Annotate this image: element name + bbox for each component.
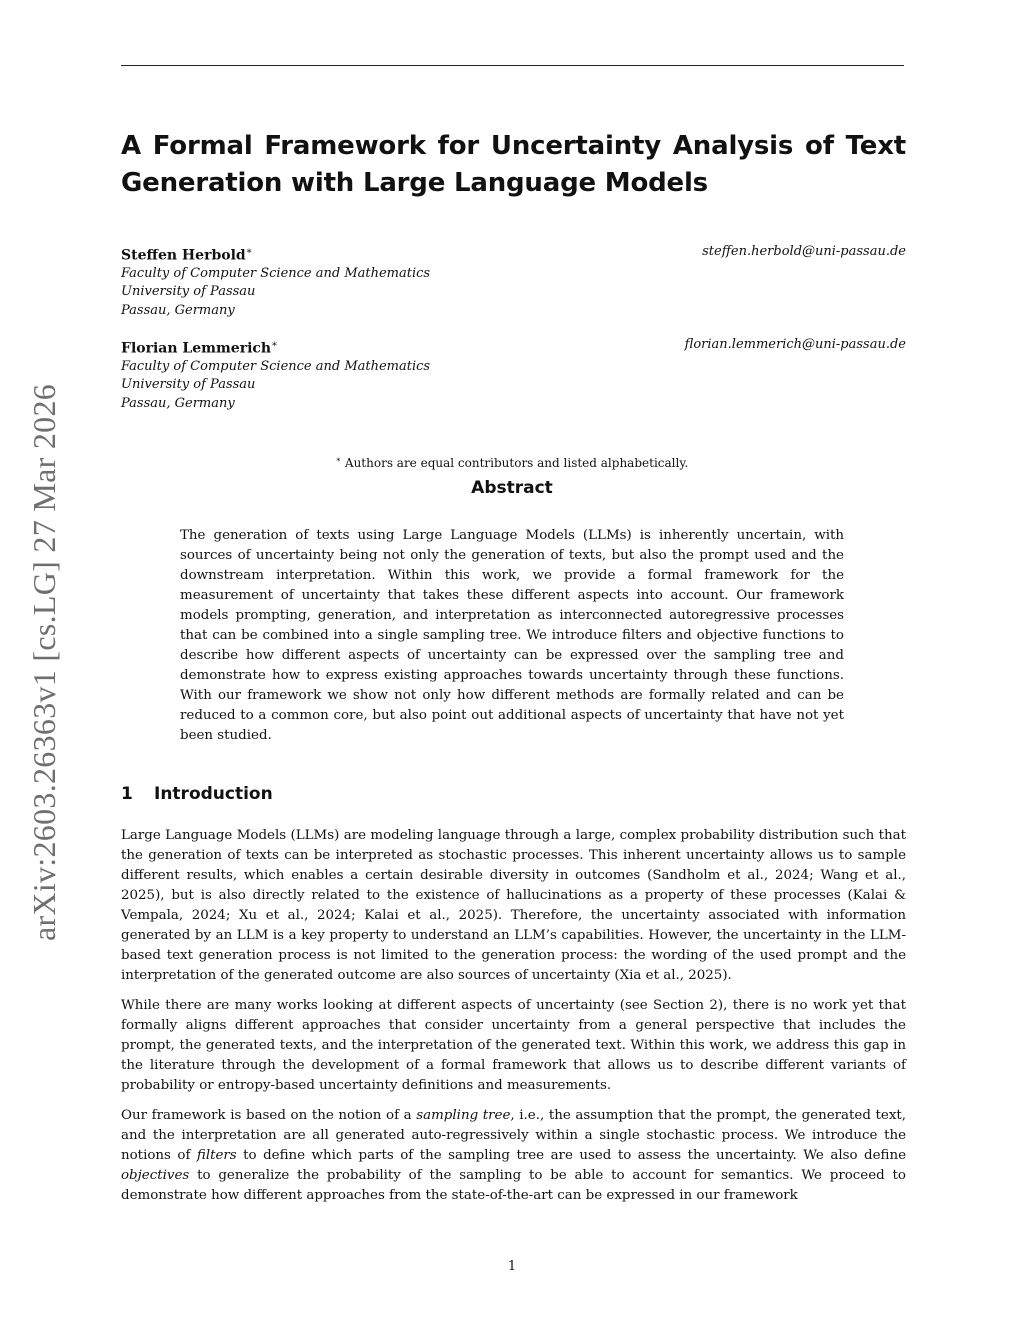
abstract-text: The generation of texts using Large Language Models (LLMs) is inherently uncertain, with sources of uncertainty being not only the generation of texts, but also the prompt used and the downstream interpretation. Within this work, we provide a formal framework for the measurement of uncertainty that takes these different aspects into account. Our framework models prompting, generation, and interpretation as interconnected autoregressive processes that can be combined into a single sampling tree. We introduce filters and objective functions to describe how different aspects of uncertainty can be expressed over the sampling tree and demonstrate how to express existing approaches towards uncertainty through these functions. With our framework we show not only how different methods are formally related and can be reduced to a common core, but also point out additional aspects of uncertainty that have not yet been studied. [180, 528, 844, 743]
author-block [121, 336, 906, 413]
author-name: Steffen Herbold [121, 247, 246, 264]
author-block [121, 243, 906, 320]
footnote-marker: ∗ [335, 455, 342, 464]
section-heading [121, 782, 273, 806]
page-number: 1 [507, 1259, 517, 1274]
arxiv-identifier[interactable]: arXiv:2603.26363v1 [cs.LG] 27 Mar 2026 [26, 383, 63, 941]
author-university: University of Passau [121, 377, 256, 393]
author-marker: ∗ [245, 246, 253, 257]
paragraph-text: to generalize the probability of the sampling to be able to account for semantics. We proceed to demonstrate how different approaches from the state-of-the-art can be expressed in our framework [121, 1168, 906, 1203]
section-number: 1 [121, 784, 133, 804]
author-marker: ∗ [271, 339, 278, 350]
author-email[interactable]: florian.lemmerich@uni-passau.de [684, 337, 906, 352]
author-university: University of Passau [121, 284, 256, 300]
paragraph [121, 1106, 906, 1206]
paragraph: While there are many works looking at different aspects of uncertainty (see Section 2), there is no work yet that formally aligns different approaches that consider uncertainty from a general perspective that includes the prompt, the generated texts, and the interpretation of the generated text. Within this work, we address this gap in the literature through the development of a formal framework that allows us to describe different variants of probability or entropy-based uncertainty definitions and measurements. [121, 998, 906, 1093]
term-objectives: objectives [121, 1168, 190, 1183]
paragraph-text: Our framework is based on the notion of a [121, 1108, 417, 1123]
author-location: Passau, Germany [121, 302, 235, 318]
paragraph-text: , i.e., the assumption that the prompt, the generated text, and the interpretation are all generated auto-regressively within a single stochastic process. We introduce the notions of [121, 1108, 907, 1163]
paragraph: Large Language Models (LLMs) are modeling language through a large, complex probability distribution such that the generation of texts can be interpreted as stochastic processes. This inherent uncertainty allows us to sample different results, which enables a certain desirable diversity in outcomes (Sandholm et al., 2024; Wang et al., 2025), but is also directly related to the existence of hallucinations as a property of these processes (Kalai & Vempala, 2024; Xu et al., 2024; Kalai et al., 2025). Therefore, the uncertainty associated with information generated by an LLM is a key property to understand an LLM’s capabilities. However, the uncertainty in the LLM-based text generation process is not limited to the generation process: the wording of the used prompt and the interpretation of the generated outcome are also sources of uncertainty (Xia et al., 2025). [121, 828, 906, 983]
term-filters: filters [196, 1148, 237, 1163]
paper-title: A Formal Framework for Uncertainty Analysis of Text Generation with Large Language Models [121, 131, 906, 198]
top-rule [121, 65, 904, 66]
footnote-text: Authors are equal contributors and listed alphabetically. [341, 456, 689, 470]
section-title: Introduction [154, 784, 273, 804]
author-location: Passau, Germany [121, 395, 235, 411]
term-sampling-tree: sampling tree [416, 1108, 511, 1123]
paragraph-text: to define which parts of the sampling tree are used to assess the uncertainty. We also define [236, 1148, 906, 1163]
author-email[interactable]: steffen.herbold@uni-passau.de [702, 244, 906, 259]
author-footnote [0, 452, 1024, 471]
author-name: Florian Lemmerich [121, 340, 272, 357]
introduction-body [121, 826, 906, 1216]
author-faculty: Faculty of Computer Science and Mathematics [121, 265, 431, 281]
abstract-heading: Abstract [471, 478, 553, 498]
author-faculty: Faculty of Computer Science and Mathematics [121, 358, 431, 374]
